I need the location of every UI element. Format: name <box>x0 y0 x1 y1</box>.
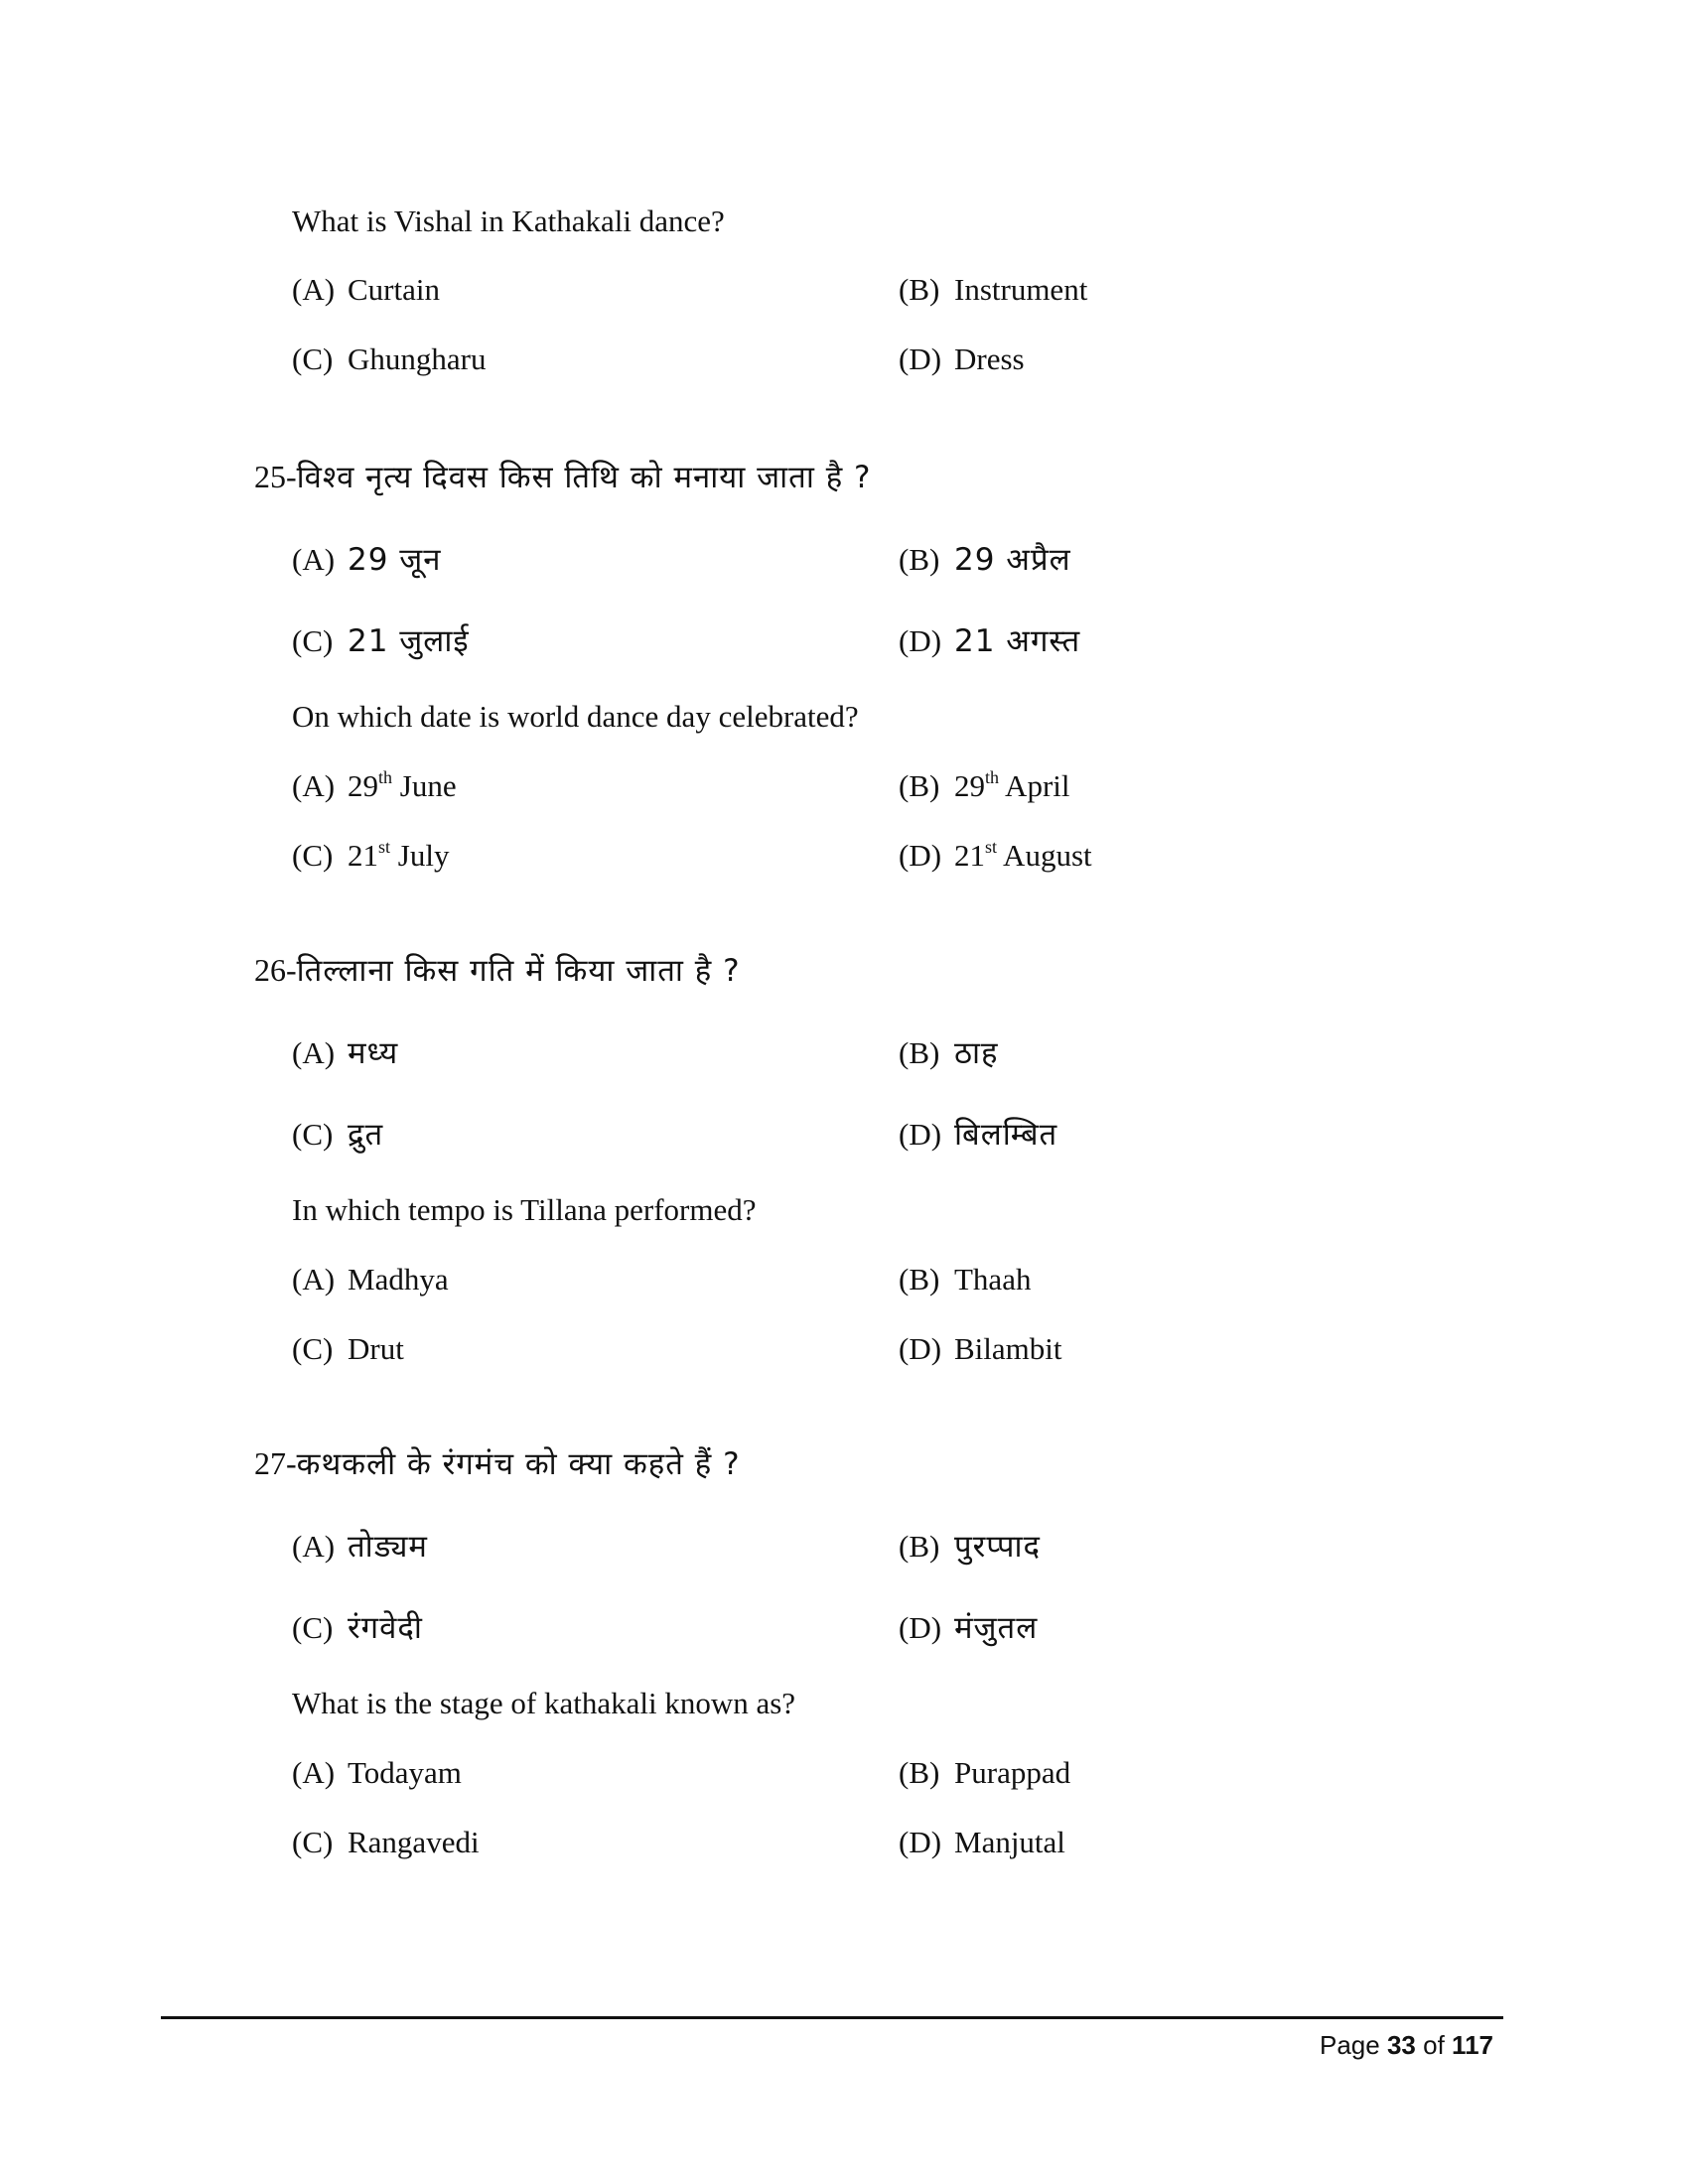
q25-option-c-en <box>292 837 450 873</box>
option-month: April <box>999 768 1070 803</box>
q26-option-a-en <box>292 1264 449 1295</box>
option-label: (D) <box>899 341 942 376</box>
option-text: Dress <box>954 341 1025 376</box>
q25-question-hi <box>254 461 871 493</box>
q26-option-c-en <box>292 1333 404 1364</box>
option-text: Curtain <box>348 272 440 307</box>
option-text: रंगवेदी <box>348 1610 423 1646</box>
option-label: (A) <box>292 1035 336 1070</box>
current-page: 33 <box>1386 2030 1416 2060</box>
option-label: (C) <box>292 1117 334 1152</box>
option-label: (D) <box>899 1331 942 1366</box>
option-text: Instrument <box>954 272 1088 307</box>
q26-option-b-en <box>899 1264 1031 1295</box>
option-label: (A) <box>292 768 336 803</box>
option-label: (C) <box>292 623 334 658</box>
q27-question-hi <box>254 1447 741 1480</box>
question-text-hi: विश्व नृत्य दिवस किस तिथि को मनाया जाता है ? <box>296 460 872 495</box>
q24-option-b-en <box>899 274 1087 305</box>
option-text: Madhya <box>348 1262 449 1297</box>
q25-option-a-en <box>292 767 457 803</box>
page-word: Page <box>1320 2030 1380 2060</box>
option-label: (C) <box>292 1610 334 1645</box>
q27-option-b-hi <box>899 1531 1041 1563</box>
question-number: 27- <box>254 1445 297 1481</box>
option-label: (A) <box>292 1262 336 1297</box>
footer-divider <box>161 2016 1503 2019</box>
option-text: Rangavedi <box>348 1825 480 1859</box>
q27-question-en: What is the stage of kathakali known as? <box>292 1686 796 1720</box>
q26-option-b-hi <box>899 1037 999 1069</box>
question-text-hi: कथकली के रंगमंच को क्या कहते हैं ? <box>296 1446 741 1482</box>
option-label: (B) <box>899 768 940 803</box>
option-text: 21 अगस्त <box>954 623 1081 659</box>
ordinal-suffix: st <box>985 837 998 857</box>
option-text: 29 अप्रैल <box>954 542 1071 578</box>
option-label: (A) <box>292 542 336 577</box>
option-text: Thaah <box>954 1262 1032 1297</box>
option-text: मध्य <box>348 1035 399 1071</box>
q26-question-en: In which tempo is Tillana performed? <box>292 1192 757 1227</box>
option-label: (D) <box>899 623 942 658</box>
q26-option-d-hi <box>899 1119 1057 1151</box>
q27-option-a-hi <box>292 1531 428 1563</box>
q26-option-d-en <box>899 1333 1062 1364</box>
option-label: (B) <box>899 1529 940 1564</box>
option-text: Bilambit <box>954 1331 1062 1366</box>
option-label: (C) <box>292 838 334 873</box>
question-text-hi: तिल्लाना किस गति में किया जाता है ? <box>296 953 741 989</box>
q27-option-d-hi <box>899 1612 1038 1644</box>
page-number <box>1320 2030 1493 2061</box>
q24-question-en: What is Vishal in Kathakali dance? <box>292 204 725 238</box>
option-label: (B) <box>899 1755 940 1790</box>
option-label: (B) <box>899 542 940 577</box>
of-word: of <box>1423 2030 1445 2060</box>
option-label: (C) <box>292 1825 334 1859</box>
q24-option-c-en <box>292 343 486 374</box>
ordinal-suffix: st <box>378 837 391 857</box>
q24-option-d-en <box>899 343 1025 374</box>
option-text: ठाह <box>954 1035 999 1071</box>
q25-option-a-hi <box>292 544 442 576</box>
q25-option-d-hi <box>899 625 1080 657</box>
option-text: Drut <box>348 1331 404 1366</box>
option-text: तोड्यम <box>348 1529 428 1565</box>
ordinal-suffix: th <box>378 767 393 787</box>
option-label: (D) <box>899 1610 942 1645</box>
option-text: बिलम्बित <box>954 1117 1058 1153</box>
q27-option-a-en <box>292 1757 462 1788</box>
option-number: 21 <box>954 838 985 873</box>
option-text: Manjutal <box>954 1825 1065 1859</box>
q25-option-c-hi <box>292 625 470 657</box>
option-label: (A) <box>292 272 336 307</box>
option-number: 21 <box>348 838 378 873</box>
option-label: (D) <box>899 1825 942 1859</box>
q26-option-c-hi <box>292 1119 383 1151</box>
option-label: (D) <box>899 838 942 873</box>
q25-question-en: On which date is world dance day celebrated? <box>292 699 859 734</box>
q26-option-a-hi <box>292 1037 398 1069</box>
q25-option-d-en <box>899 837 1092 873</box>
question-number: 25- <box>254 459 297 494</box>
q25-option-b-en <box>899 767 1070 803</box>
option-label: (A) <box>292 1529 336 1564</box>
option-text: Todayam <box>348 1755 462 1790</box>
option-text: द्रुत <box>348 1117 384 1153</box>
option-label: (D) <box>899 1117 942 1152</box>
option-label: (C) <box>292 1331 334 1366</box>
option-text: Ghungharu <box>348 341 487 376</box>
option-label: (A) <box>292 1755 336 1790</box>
option-text: 29 जून <box>348 542 442 578</box>
total-pages: 117 <box>1452 2030 1493 2060</box>
option-month: August <box>997 838 1092 873</box>
option-number: 29 <box>954 768 985 803</box>
option-month: June <box>392 768 457 803</box>
question-number: 26- <box>254 952 297 988</box>
option-month: July <box>390 838 450 873</box>
q27-option-c-en <box>292 1827 480 1857</box>
option-number: 29 <box>348 768 378 803</box>
q27-option-d-en <box>899 1827 1065 1857</box>
option-text: 21 जुलाई <box>348 623 470 659</box>
option-text: मंजुतल <box>954 1610 1039 1646</box>
option-text: Purappad <box>954 1755 1071 1790</box>
option-label: (B) <box>899 272 940 307</box>
option-label: (C) <box>292 341 334 376</box>
q26-question-hi <box>254 954 741 987</box>
q25-option-b-hi <box>899 544 1071 576</box>
option-label: (B) <box>899 1262 940 1297</box>
q24-option-a-en <box>292 274 440 305</box>
option-text: पुरप्पाद <box>954 1529 1041 1565</box>
ordinal-suffix: th <box>985 767 1000 787</box>
q27-option-c-hi <box>292 1612 423 1644</box>
option-label: (B) <box>899 1035 940 1070</box>
q27-option-b-en <box>899 1757 1070 1788</box>
